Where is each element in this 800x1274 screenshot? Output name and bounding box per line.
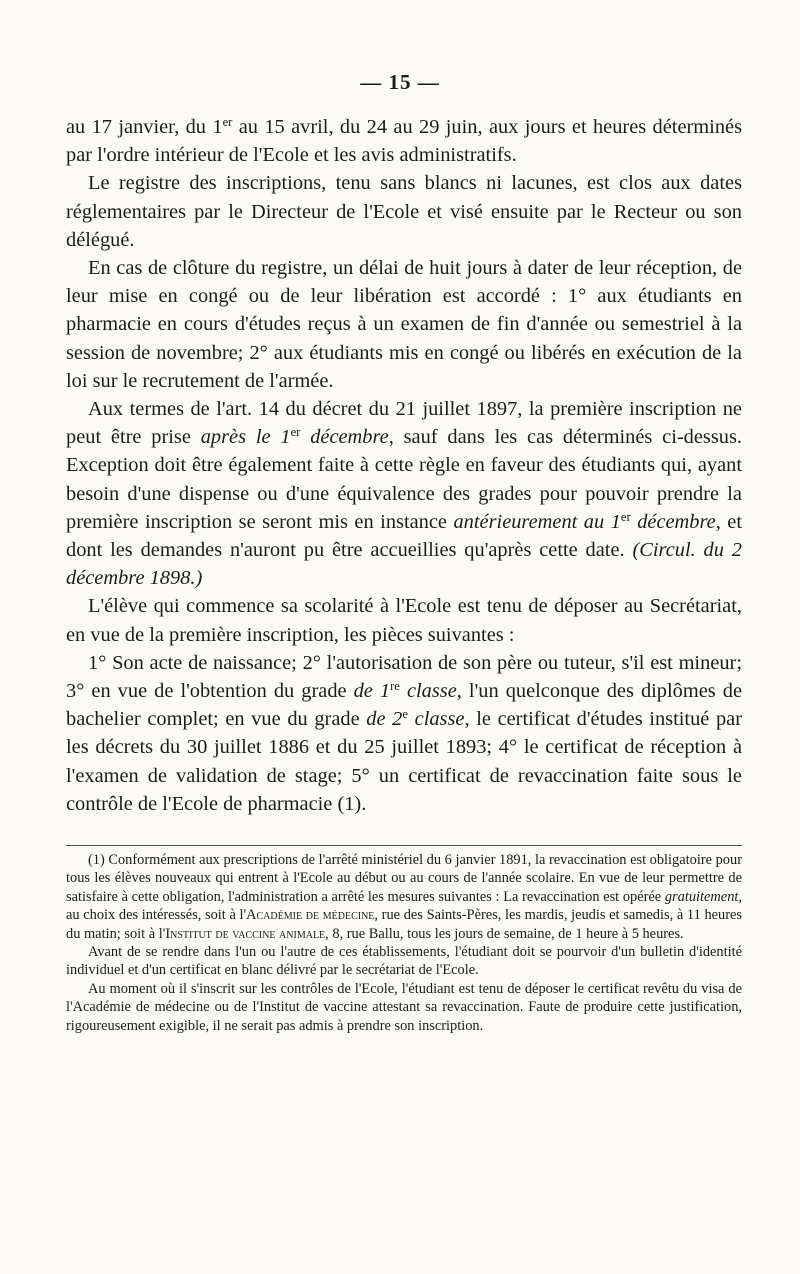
main-text	[66, 113, 742, 818]
footnote-divider	[66, 845, 742, 846]
paragraph-6: 1° Son acte de naissance; 2° l'autorisation de son père ou tuteur, s'il est mineur; 3° en vue de l'obtention du grade de 1re classe, l'un quelconque des diplômes de bachelier complet; en vue du grade de 2e classe, le certificat d'études institué par les décrets du 30 juillet 1886 et du 25 juillet 1893; 4° le certificat de réception à l'examen de validation de stage; 5° un certificat de revaccination faite sous le contrôle de l'Ecole de pharmacie (1).	[66, 651, 742, 815]
paragraph-3: En cas de clôture du registre, un délai de huit jours à dater de leur réception, de leur mise en congé ou de leur libération est accordé : 1° aux étudiants en pharmacie en cours d'études reçus à un examen de fin d'année ou semestriel à la session de novembre; 2° aux étudiants mis en congé ou libérés en exécution de la loi sur le recrutement de l'armée.	[66, 257, 742, 392]
footnotes	[66, 851, 742, 1035]
footnote-3: Au moment où il s'inscrit sur les contrôles de l'Ecole, l'étudiant est tenu de déposer le certificat revêtu du visa de l'Académie de médecine ou de l'Institut de vaccine attestant sa revaccination. Faute de produire cette justification, rigoureusement exigible, il ne serait pas admis à prendre son inscription.	[66, 980, 742, 1034]
paragraph-1: au 17 janvier, du 1er au 15 avril, du 24 au 29 juin, aux jours et heures déterminés par l'ordre intérieur de l'Ecole et les avis administratifs.	[66, 115, 742, 167]
paragraph-4: Aux termes de l'art. 14 du décret du 21 juillet 1897, la première inscription ne peut être prise après le 1er décembre, sauf dans les cas déterminés ci-dessus. Exception doit être également faite à cette règle en faveur des étudiants qui, ayant besoin d'une dispense ou d'une équivalence des grades pour pouvoir prendre la première inscription se seront mis en instance antérieurement au 1er décembre, et dont les demandes n'auront pu être accueillies qu'après cette date. (Circul. du 2 décembre 1898.)	[66, 398, 743, 590]
paragraph-2: Le registre des inscriptions, tenu sans blancs ni lacunes, est clos aux dates réglementaires par le Directeur de l'Ecole et visé ensuite par le Recteur ou son délégué.	[66, 172, 742, 251]
paragraph-5: L'élève qui commence sa scolarité à l'Ecole est tenu de déposer au Secrétariat, en vue de la première inscription, les pièces suivantes :	[66, 595, 742, 646]
page-number: — 15 —	[360, 70, 440, 94]
footnote-2: Avant de se rendre dans l'un ou l'autre de ces établissements, l'étudiant doit se pourvoir d'un bulletin d'identité individuel et d'un certificat en blanc délivré par le secrétariat de l'Ecole.	[66, 944, 742, 979]
footnote-1: (1) Conformément aux prescriptions de l'arrêté ministériel du 6 janvier 1891, la revaccination est obligatoire pour tous les élèves nouveaux qui entrent à l'Ecole au début ou au cours de l'année scolaire. En vue de leur permettre de satisfaire à cette obligation, l'administration a arrêté les mesures suivantes : La revaccination est opérée gratuitement, au choix des intéressés, soit à l'Académie de médecine, rue des Saints-Pères, les mardis, jeudis et samedis, à 11 heures du matin; soit à l'Institut de vaccine animale, 8, rue Ballu, tous les jours de semaine, de 1 heure à 5 heures.	[66, 852, 742, 942]
